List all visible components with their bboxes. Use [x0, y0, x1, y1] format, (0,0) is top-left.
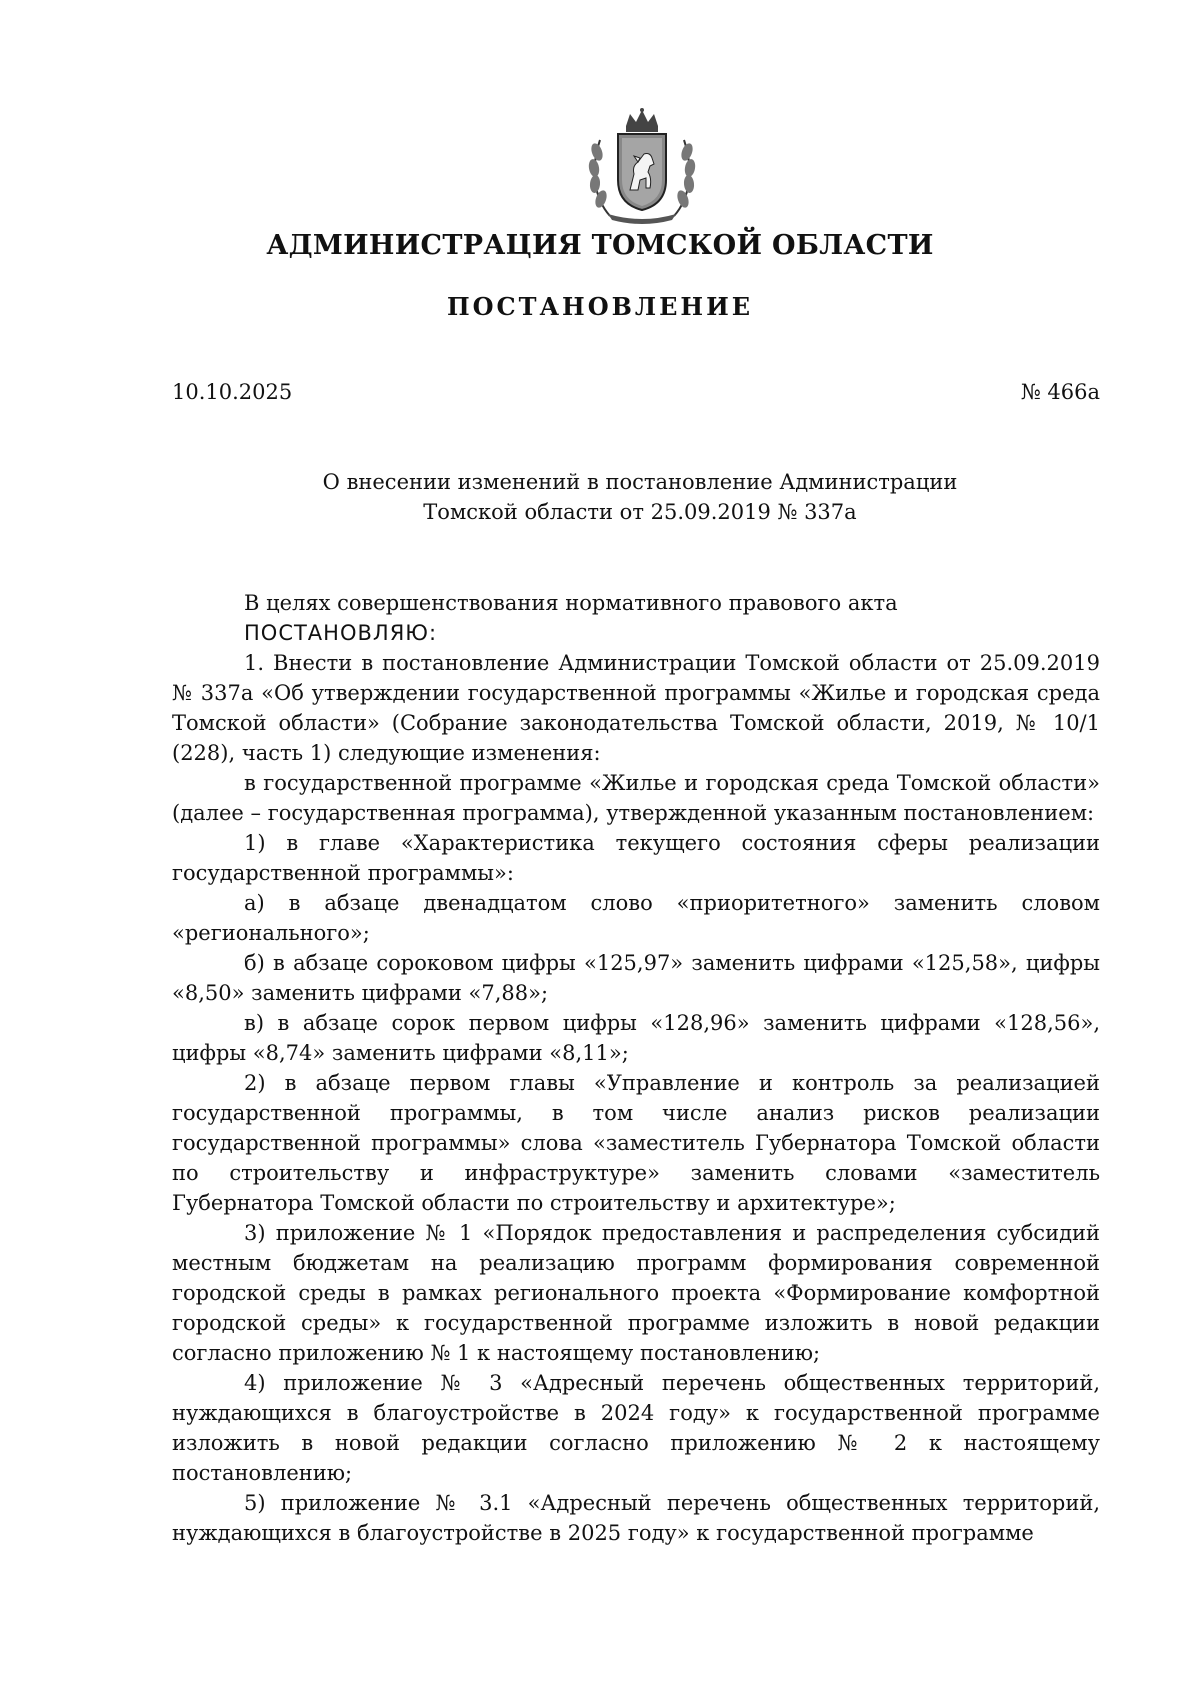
document-body: [172, 588, 1100, 1548]
purpose-paragraph: В целях совершенствования нормативного правового акта: [244, 591, 898, 615]
document-number: № 466а: [1020, 380, 1100, 404]
body-paragraph: а) в абзаце двенадцатом слово «приоритетного» заменить словом «регионального»;: [172, 891, 1100, 945]
subject-line: Томской области от 25.09.2019 № 337а: [423, 500, 857, 524]
document-type: ПОСТАНОВЛЕНИЕ: [446, 292, 754, 321]
body-paragraph: 2) в абзаце первом главы «Управление и контроль за реализацией государственной программы, в том числе анализ рисков реализации государственной программы» слова «заместитель Губернатора Томской области по строительству и инфраструктуре» заменить словами «заместитель Губернатора Томской области по строительству и архитектуре»;: [172, 1071, 1100, 1215]
body-paragraph: в государственной программе «Жилье и городская среда Томской области» (далее – государственная программа), утвержденной указанным постановлением:: [172, 771, 1100, 825]
subject-line: О внесении изменений в постановление Администрации: [322, 470, 958, 494]
body-paragraph: 3) приложение № 1 «Порядок предоставления и распределения субсидий местным бюджетам на реализацию программ формирования современной городской среды в рамках регионального проекта «Формирование комфортной городской среды» к государственной программе изложить в новой редакции согласно приложению № 1 к настоящему постановлению;: [172, 1221, 1100, 1365]
body-paragraph: 5) приложение № 3.1 «Адресный перечень общественных территорий, нуждающихся в благоустройстве в 2025 году» к государственной программе: [172, 1491, 1100, 1545]
body-paragraph: 1. Внести в постановление Администрации Томской области от 25.09.2019 № 337а «Об утверждении государственной программы «Жилье и городская среда Томской области» (Собрание законодательства Томской области, 2019, № 10/1 (228), часть 1) следующие изменения:: [172, 651, 1100, 765]
organization-title: АДМИНИСТРАЦИЯ ТОМСКОЙ ОБЛАСТИ: [266, 230, 934, 261]
coat-of-arms-icon: [580, 108, 704, 224]
body-paragraph: 1) в главе «Характеристика текущего состояния сферы реализации государственной программы»:: [172, 831, 1100, 885]
document-subject: [200, 467, 1080, 527]
decree-word: ПОСТАНОВЛЯЮ:: [244, 621, 438, 645]
body-paragraph: в) в абзаце сорок первом цифры «128,96» заменить цифрами «128,56», цифры «8,74» заменить цифрами «8,11»;: [172, 1011, 1100, 1065]
body-paragraph: 4) приложение № 3 «Адресный перечень общественных территорий, нуждающихся в благоустройстве в 2024 году» к государственной программе изложить в новой редакции согласно приложению № 2 к настоящему постановлению;: [172, 1371, 1100, 1485]
document-date: 10.10.2025: [172, 380, 293, 404]
body-paragraph: б) в абзаце сороковом цифры «125,97» заменить цифрами «125,58», цифры «8,50» заменить цифрами «7,88»;: [172, 951, 1100, 1005]
